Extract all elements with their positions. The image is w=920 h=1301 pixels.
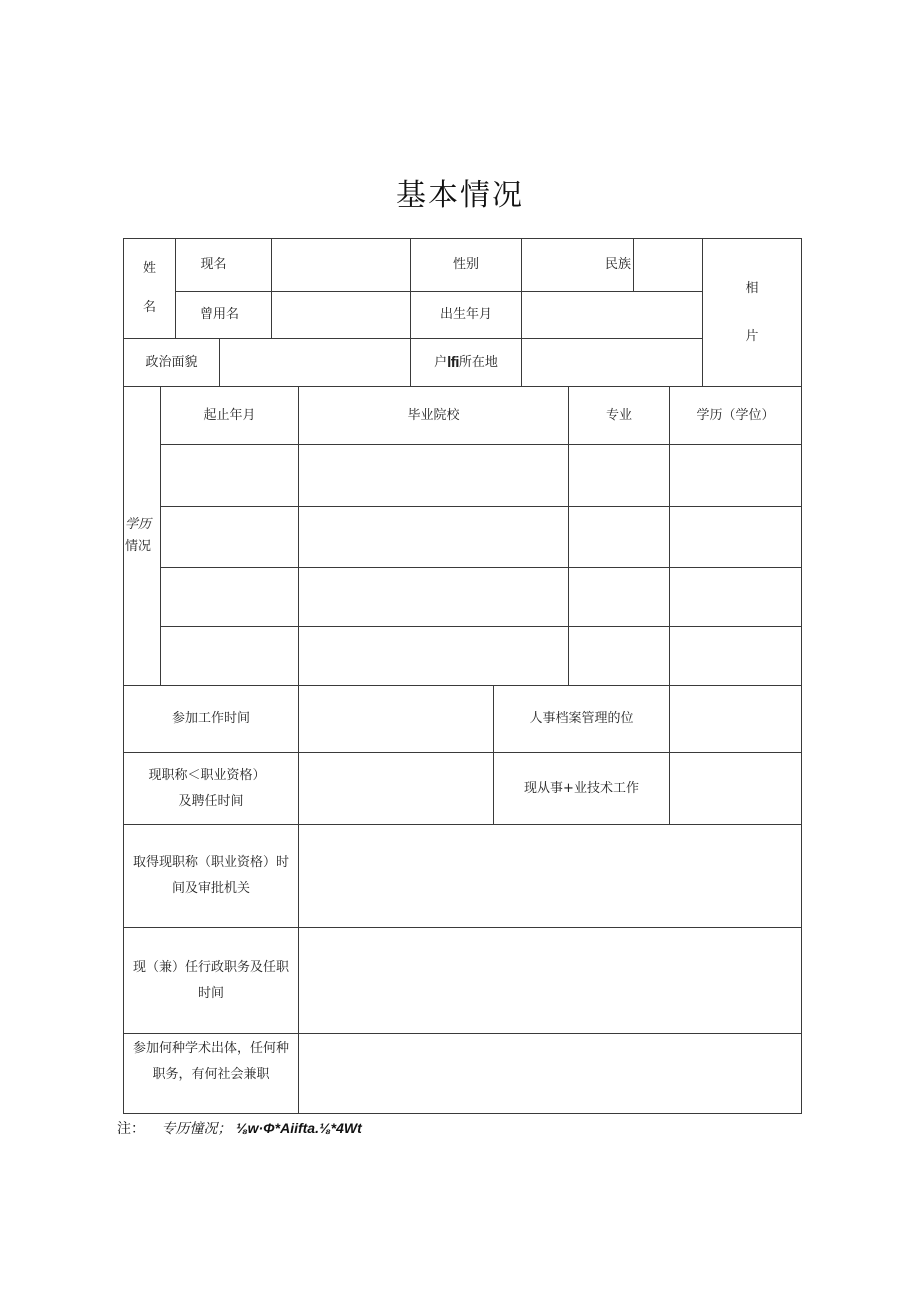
education-header-period: 起止年月 — [203, 407, 256, 423]
household-prefix: 户 — [434, 354, 448, 370]
education-row-3-major[interactable] — [569, 568, 669, 626]
start-work-time-field[interactable] — [299, 686, 493, 752]
education-row-1-degree[interactable] — [670, 445, 801, 506]
name-label-char-1: 姓 — [142, 260, 156, 276]
former-name-label: 曾用名 — [199, 307, 239, 322]
education-row-2-degree[interactable] — [670, 507, 801, 567]
page-title: 基本情况 — [396, 178, 524, 213]
education-row-3-degree[interactable] — [670, 568, 801, 626]
title-approval-line-1: 取得现职称（职业资格）时 — [132, 855, 289, 870]
education-header-major: 专业 — [605, 407, 632, 423]
education-header-school: 毕业院校 — [407, 407, 460, 423]
photo-label-char-2: 片 — [745, 328, 759, 344]
professional-title-label — [124, 753, 298, 824]
household-registration-label — [411, 339, 521, 386]
footnote — [117, 1118, 362, 1138]
current-name-label: 现名 — [200, 257, 227, 272]
education-row-1-major[interactable] — [569, 445, 669, 506]
household-registration-field[interactable] — [522, 339, 702, 386]
education-header-degree: 学历（学位） — [696, 407, 775, 423]
household-garbled: lfi — [447, 353, 459, 371]
table-border-right — [801, 238, 802, 1114]
admin-post-line-2: 时间 — [197, 985, 224, 1001]
education-row-4-period[interactable] — [161, 627, 298, 685]
title-approval-label — [124, 825, 298, 927]
household-suffix: 所在地 — [458, 354, 498, 370]
ethnicity-field[interactable] — [634, 239, 702, 291]
archive-unit-label: 人事档案管理的位 — [529, 711, 634, 726]
current-name-field[interactable] — [272, 239, 410, 291]
admin-post-field[interactable] — [299, 928, 801, 1033]
ethnicity-label: 民族 — [604, 257, 631, 272]
footnote-prefix: 注： — [117, 1121, 145, 1137]
birth-date-field[interactable] — [522, 292, 702, 338]
education-row-1-school[interactable] — [299, 445, 568, 506]
education-row-2-school[interactable] — [299, 507, 568, 567]
birth-date-label: 出生年月 — [439, 307, 492, 322]
education-label-line-2: 情况 — [125, 539, 152, 554]
former-name-field[interactable] — [272, 292, 410, 338]
political-status-field[interactable] — [220, 339, 410, 386]
education-section-label — [124, 387, 160, 685]
academic-roles-line-1: 参加何种学术岀体，任何种 — [132, 1041, 289, 1056]
education-row-2-period[interactable] — [161, 507, 298, 567]
name-label-char-2: 名 — [142, 300, 156, 316]
academic-roles-label — [124, 1034, 298, 1113]
education-row-1-period[interactable] — [161, 445, 298, 506]
education-row-4-major[interactable] — [569, 627, 669, 685]
title-approval-line-2: 间及审批机关 — [171, 881, 250, 896]
education-row-2-major[interactable] — [569, 507, 669, 567]
table-border-bottom — [123, 1113, 802, 1114]
political-status-label: 政治面貌 — [145, 354, 198, 370]
education-label-line-1: 学历 — [125, 517, 152, 532]
start-work-time-label: 参加工作时间 — [171, 711, 250, 726]
professional-title-line-2: 及聘任时间 — [178, 793, 244, 809]
admin-post-label — [124, 928, 298, 1033]
gender-label: 性别 — [452, 257, 479, 272]
photo-placeholder[interactable] — [703, 239, 801, 386]
photo-label-char-1: 相 — [745, 280, 759, 296]
education-row-4-degree[interactable] — [670, 627, 801, 685]
admin-post-line-1: 现（兼）任行政职务及任职 — [132, 959, 289, 975]
title-approval-field[interactable] — [299, 825, 801, 927]
academic-roles-field[interactable] — [299, 1034, 801, 1113]
current-field-field[interactable] — [670, 753, 801, 824]
education-row-3-period[interactable] — [161, 568, 298, 626]
education-row-3-school[interactable] — [299, 568, 568, 626]
education-row-4-school[interactable] — [299, 627, 568, 685]
name-label — [124, 239, 175, 338]
archive-unit-field[interactable] — [670, 686, 801, 752]
professional-title-field[interactable] — [299, 753, 493, 824]
professional-title-line-1: 现职称＜职业资格） — [148, 767, 266, 783]
current-field-label: 现从事+业技术工作 — [524, 780, 639, 796]
footnote-garbled: ⅛w·Φ*Aiifta.⅛*4Wt — [235, 1120, 362, 1136]
footnote-italic: 专历憧况； — [161, 1121, 232, 1137]
academic-roles-line-2: 职务，有何社会兼职 — [152, 1067, 270, 1082]
